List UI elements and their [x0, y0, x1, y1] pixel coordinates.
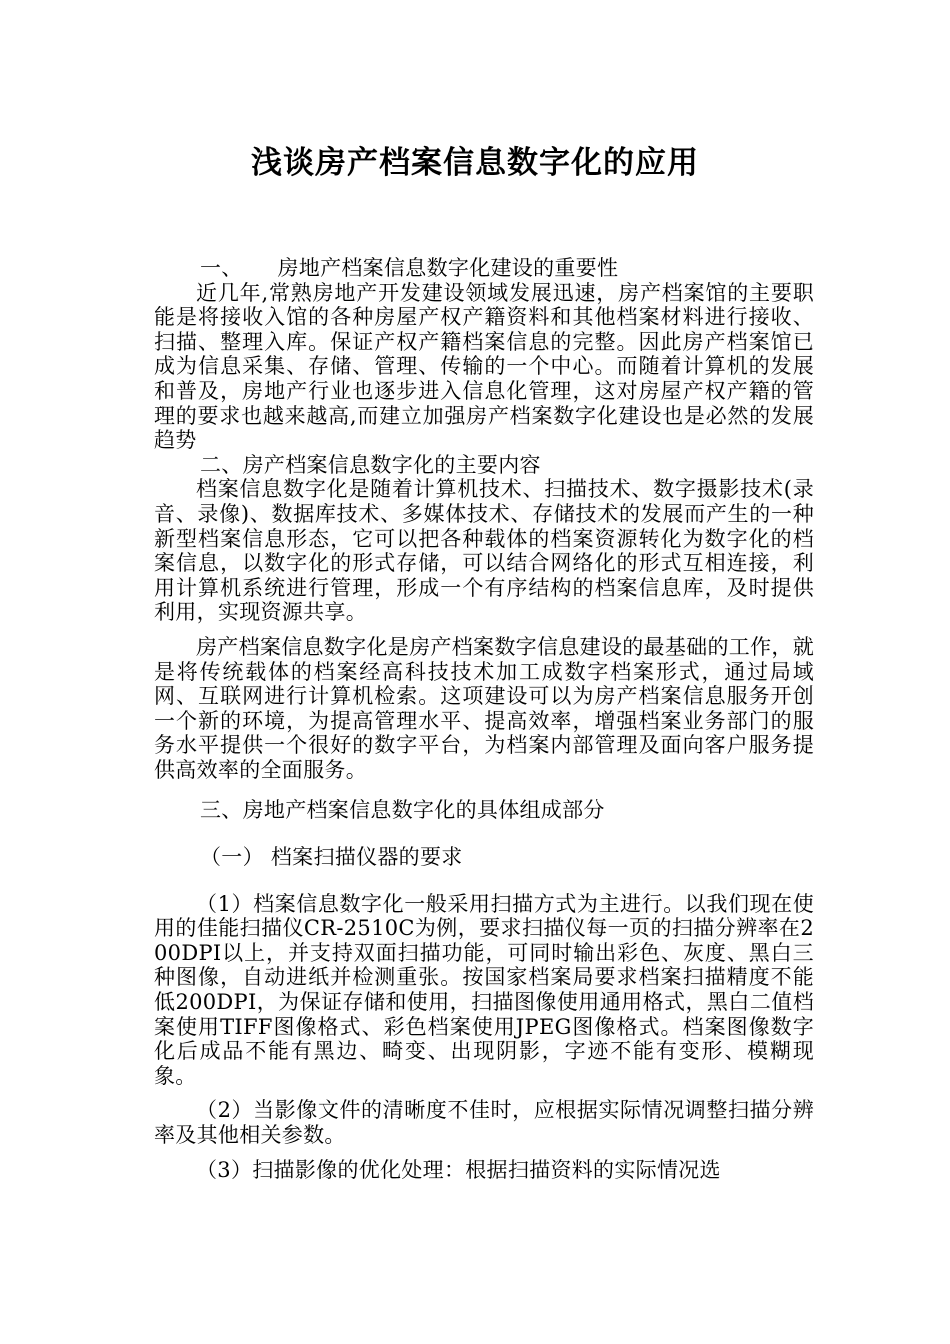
section-3-heading: 三、房地产档案信息数字化的具体组成部分 [200, 798, 605, 823]
section-1-heading: 一、 房地产档案信息数字化建设的重要性 [200, 256, 619, 280]
section-3-paragraph-1: （1）档案信息数字化一般采用扫描方式为主进行。以我们现在使用的佳能扫描仪CR-2510C为例，要求扫描仪每一页的扫描分辨率在200DPI以上，并支持双面扫描功能，可同时输出彩色、灰度、黑白三种图像，自动进纸并检测重张。按国家档案局要求档案扫描精度不能低200DPI，为保证存储和使用，扫描图像使用通用格式，黑白二值档案使用TIFF图像格式、彩色档案使用JPEG图像格式。档案图像数字化后成品不能有黑边、畸变、出现阴影，字迹不能有变形、模糊现象。 [154, 891, 814, 1088]
section-3-paragraph-3: （3）扫描影像的优化处理：根据扫描资料的实际情况选 [196, 1157, 721, 1182]
document-body [154, 256, 814, 1182]
section-1-paragraph-1: 近几年,常熟房地产开发建设领域发展迅速，房产档案馆的主要职能是将接收入馆的各种房屋产权产籍资料和其他档案材料进行接收、扫描、整理入库。保证产权产籍档案信息的完整。因此房产档案馆已成为信息采集、存储、管理、传输的一个中心。而随着计算机的发展和普及，房地产行业也逐步进入信息化管理，这对房屋产权产籍的管理的要求也越来越高,而建立加强房产档案数字化建设也是必然的发展趋势 [154, 280, 814, 453]
section-2-heading: 二、房产档案信息数字化的主要内容 [200, 452, 541, 477]
section-2-paragraph-2: 房产档案信息数字化是房产档案数字信息建设的最基础的工作，就是将传统载体的档案经高科技技术加工成数字档案形式，通过局域网、互联网进行计算机检索。这项建设可以为房产档案信息服务开创一个新的环境，为提高管理水平、提高效率，增强档案业务部门的服务水平提供一个很好的数字平台，为档案内部管理及面向客户服务提供高效率的全面服务。 [154, 634, 814, 782]
section-3-paragraph-2: （2）当影像文件的清晰度不佳时，应根据实际情况调整扫描分辨率及其他相关参数。 [154, 1098, 814, 1147]
section-2-paragraph-1: 档案信息数字化是随着计算机技术、扫描技术、数字摄影技术(录音、录像)、数据库技术、多媒体技术、存储技术的发展而产生的一种新型档案信息形态，它可以把各种载体的档案资源转化为数字化的档案信息，以数字化的形式存储，可以结合网络化的形式互相连接，利用计算机系统进行管理，形成一个有序结构的档案信息库，及时提供利用，实现资源共享。 [154, 477, 814, 625]
section-3-subheading: （一） 档案扫描仪器的要求 [200, 845, 463, 870]
page-title: 浅谈房产档案信息数字化的应用 [251, 145, 699, 181]
